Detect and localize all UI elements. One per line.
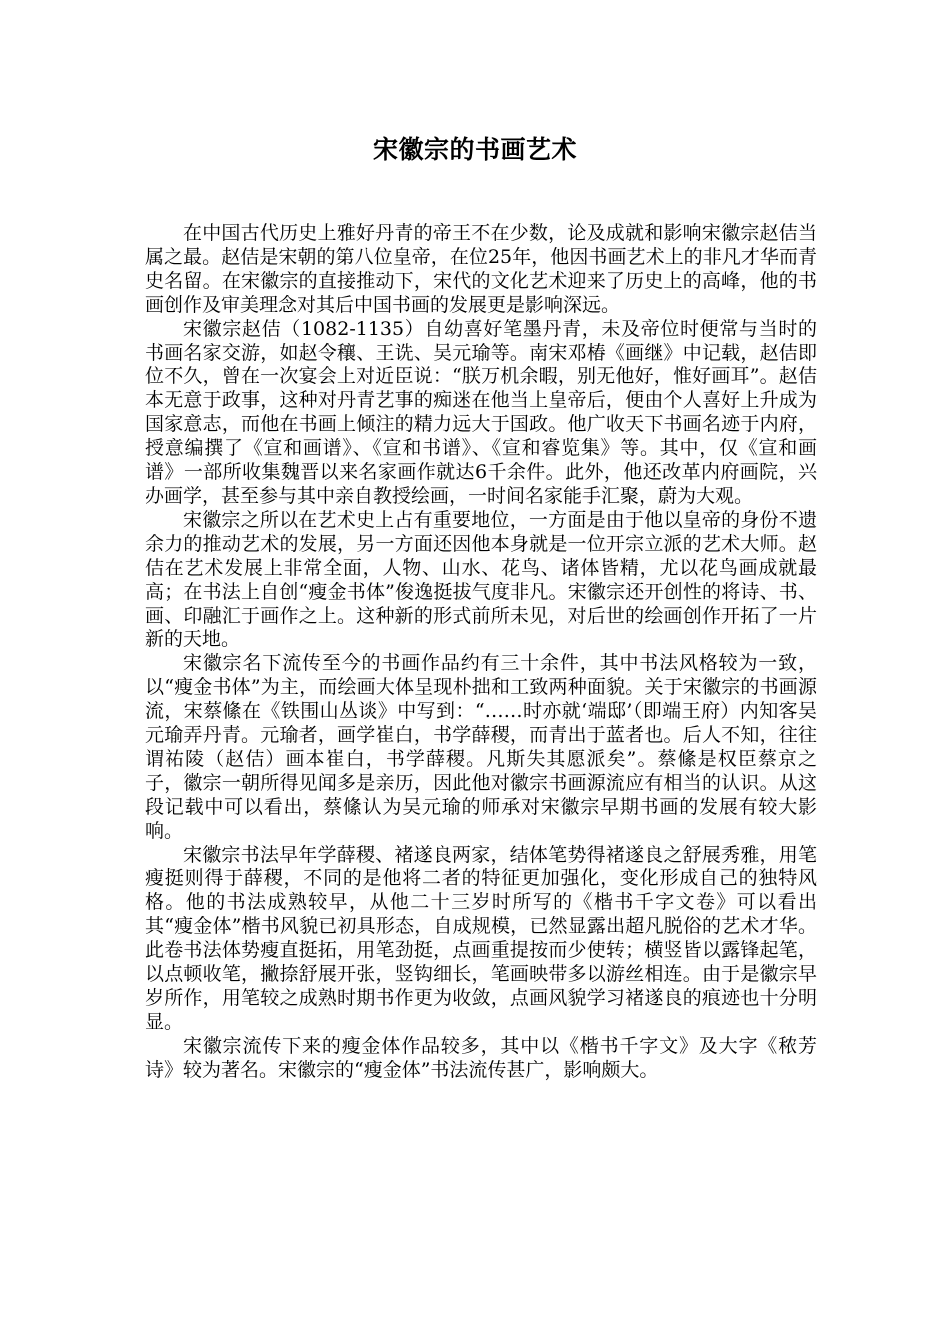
paragraph-5: 宋徽宗书法早年学薛稷、褚遂良两家，结体笔势得褚遂良之舒展秀雅，用笔瘦挺则得于薛稷，不同的是他将二者的特征更加强化，变化形成自己的独特风格。他的书法成熟较早，从他二十三岁时所写的《楷书千字文卷》可以看出其“瘦金体”楷书风貌已初具形态，自成规模，已然显露出超凡脱俗的艺术才华。此卷书法体势瘦直挺拓，用笔劲挺，点画重提按而少使转；横竖皆以露锋起笔，以点顿收笔，撇捺舒展开张，竖钩细长，笔画映带多以游丝相连。由于是徽宗早岁所作，用笔较之成熟时期书作更为收敛，点画风貌学习褚遂良的痕迹也十分明显。: [145, 843, 817, 1033]
paragraph-4: 宋徽宗名下流传至今的书画作品约有三十余件，其中书法风格较为一致，以“瘦金书体”为主，而绘画大体呈现朴拙和工致两种面貌。关于宋徽宗的书画源流，宋蔡絛在《铁围山丛谈》中写到：“……时亦就‘端邸’（即端王府）内知客吴元瑜弄丹青。元瑜者，画学崔白，书学薛稷，而青出于蓝者也。后人不知，往往谓祐陵（赵佶）画本崔白，书学薛稷。凡斯失其愿派矣”。蔡絛是权臣蔡京之子，徽宗一朝所得见闻多是亲历，因此他对徽宗书画源流应有相当的认识。从这段记载中可以看出，蔡絛认为吴元瑜的师承对宋徽宗早期书画的发展有较大影响。: [145, 652, 817, 842]
document-body: [145, 222, 817, 1083]
paragraph-1: 在中国古代历史上雅好丹青的帝王不在少数，论及成就和影响宋徽宗赵佶当属之最。赵佶是宋朝的第八位皇帝，在位25年，他因书画艺术上的非凡才华而青史名留。在宋徽宗的直接推动下，宋代的文化艺术迎来了历史上的高峰，他的书画创作及审美理念对其后中国书画的发展更是影响深远。: [145, 222, 817, 316]
paragraph-2: 宋徽宗赵佶（1082-1135）自幼喜好笔墨丹青，未及帝位时便常与当时的书画名家交游，如赵令穰、王诜、吴元瑜等。南宋邓椿《画继》中记载，赵佶即位不久，曾在一次宴会上对近臣说：“朕万机余暇，别无他好，惟好画耳”。赵佶本无意于政事，这种对丹青艺事的痴迷在他当上皇帝后，便由个人喜好上升成为国家意志，而他在书画上倾注的精力远大于国政。他广收天下书画名迹于内府，授意编撰了《宣和画谱》、《宣和书谱》、《宣和睿览集》等。其中，仅《宣和画谱》一部所收集魏晋以来名家画作就达6千余件。此外，他还改革内府画院，兴办画学，甚至参与其中亲自教授绘画，一时间名家能手汇聚，蔚为大观。: [145, 317, 817, 507]
document-title: 宋徽宗的书画艺术: [372, 135, 577, 164]
paragraph-6: 宋徽宗流传下来的瘦金体作品较多，其中以《楷书千字文》及大字《秾芳诗》较为著名。宋徽宗的“瘦金体”书法流传甚广，影响颇大。: [145, 1034, 817, 1081]
paragraph-3: 宋徽宗之所以在艺术史上占有重要地位，一方面是由于他以皇帝的身份不遗余力的推动艺术的发展，另一方面还因他本身就是一位开宗立派的艺术大师。赵佶在艺术发展上非常全面，人物、山水、花鸟、诸体皆精，尤以花鸟画成就最高；在书法上自创“瘦金书体”俊逸挺拔气度非凡。宋徽宗还开创性的将诗、书、画、印融汇于画作之上。这种新的形式前所未见，对后世的绘画创作开拓了一片新的天地。: [145, 508, 817, 651]
